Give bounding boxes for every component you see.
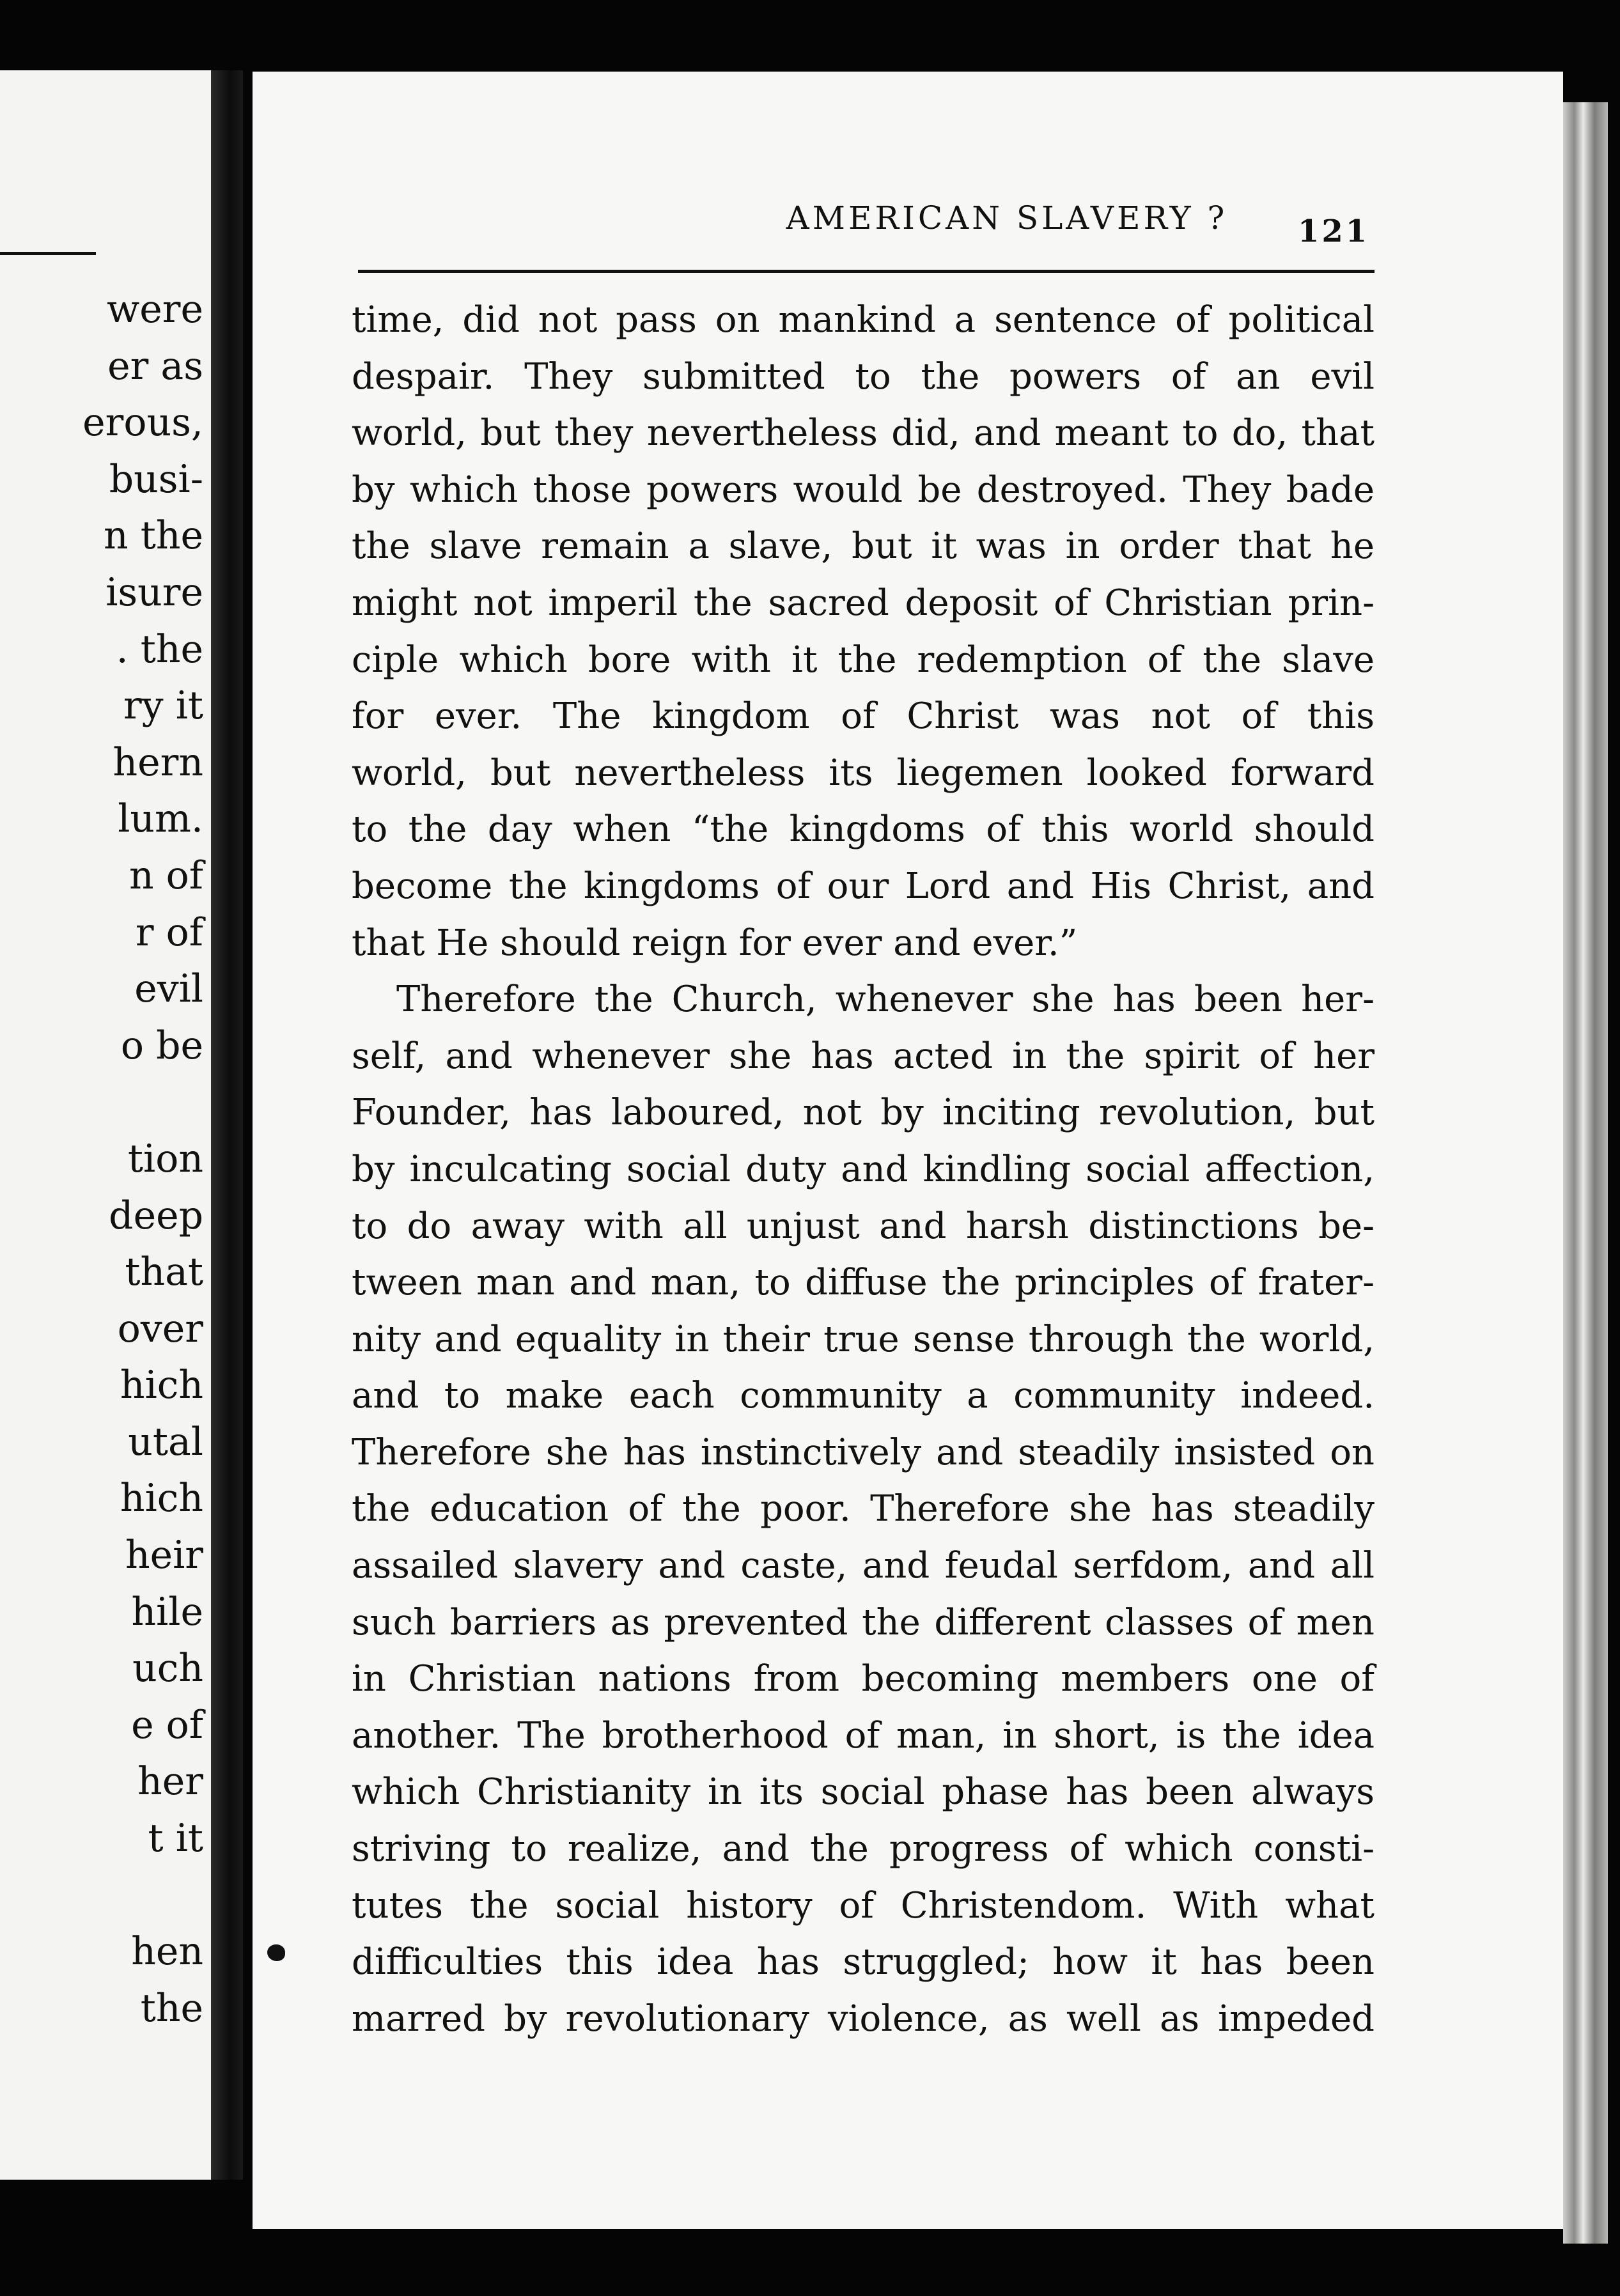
facing-line: n the — [104, 513, 203, 559]
text-line: and to make each community a community indeed. — [352, 1375, 1375, 1417]
text-line: by which those powers would be destroyed. They bade — [352, 469, 1375, 511]
text-line: world, but they nevertheless did, and meant to do, that — [352, 412, 1375, 454]
facing-line: er as — [107, 343, 203, 389]
page-edge-stack — [1563, 102, 1608, 2244]
facing-line: e of — [131, 1702, 203, 1748]
facing-line: isure — [105, 570, 203, 615]
text-line: another. The brotherhood of man, in short, is the idea — [352, 1714, 1375, 1757]
facing-line — [82, 1867, 203, 1924]
margin-ink-spot — [267, 1944, 285, 1961]
facing-line: r of — [135, 910, 203, 955]
text-line: despair. They submitted to the powers of an evil — [352, 355, 1375, 398]
text-line: difficulties this idea has struggled; how it has been — [352, 1941, 1375, 1983]
facing-line: hern — [113, 740, 203, 785]
text-line: self, and whenever she has acted in the spirit of her — [352, 1035, 1375, 1077]
facing-line: ry it — [123, 683, 203, 729]
text-line: to the day when “the kingdoms of this world should — [352, 809, 1375, 851]
facing-line: utal — [128, 1419, 203, 1464]
text-line: Founder, has laboured, not by inciting revolution, but — [352, 1092, 1375, 1134]
facing-line: o be — [120, 1023, 203, 1068]
text-line: by inculcating social duty and kindling social affection, — [352, 1148, 1375, 1190]
text-line: Therefore she has instinctively and steadily insisted on — [352, 1431, 1375, 1473]
running-head: AMERICAN SLAVERY ? — [786, 199, 1228, 237]
header-rule — [358, 270, 1375, 273]
facing-page-text — [82, 281, 203, 2036]
text-line: which Christianity in its social phase has been always — [352, 1771, 1375, 1813]
facing-line: t it — [148, 1816, 203, 1861]
text-line: marred by revolutionary violence, as well as impeded — [352, 1997, 1375, 2040]
text-line: might not imperil the sacred deposit of Christian prin- — [352, 582, 1375, 624]
facing-line: hile — [131, 1589, 203, 1634]
facing-line: evil — [134, 966, 203, 1012]
text-line: ciple which bore with it the redemption of the slave — [352, 639, 1375, 681]
text-line: the education of the poor. Therefore she has steadily — [352, 1488, 1375, 1530]
book-gutter — [211, 70, 243, 2180]
page-121 — [253, 72, 1563, 2229]
facing-line: deep — [109, 1193, 203, 1238]
text-line: Therefore the Church, whenever she has been her- — [396, 979, 1375, 1021]
text-line: nity and equality in their true sense through the world, — [352, 1318, 1375, 1360]
facing-line: erous, — [82, 400, 203, 446]
facing-line: hich — [120, 1363, 203, 1408]
text-line: the slave remain a slave, but it was in order that he — [352, 525, 1375, 568]
text-line: that He should reign for ever and ever.” — [352, 922, 1078, 964]
page-number: 121 — [1298, 213, 1370, 249]
facing-line: her — [137, 1759, 203, 1804]
text-line: time, did not pass on mankind a sentence of political — [352, 299, 1375, 341]
facing-line: hich — [120, 1476, 203, 1521]
facing-line: tion — [127, 1136, 203, 1181]
text-line: in Christian nations from becoming members one of — [352, 1658, 1375, 1700]
facing-line: the — [140, 1985, 203, 2031]
text-line: world, but nevertheless its liegemen looked forward — [352, 752, 1375, 794]
facing-page-left — [0, 70, 211, 2180]
text-line: tutes the social history of Christendom. With what — [352, 1884, 1375, 1927]
text-line: to do away with all unjust and harsh distinctions be- — [352, 1205, 1375, 1247]
facing-line — [82, 1074, 203, 1131]
body-text — [352, 292, 1375, 2047]
text-line: become the kingdoms of our Lord and His Christ, and — [352, 865, 1375, 907]
facing-line: n of — [129, 853, 203, 898]
facing-page-header-rule — [0, 252, 96, 255]
facing-line: uch — [132, 1646, 203, 1691]
text-line: striving to realize, and the progress of which consti- — [352, 1828, 1375, 1870]
facing-line: lum. — [118, 796, 203, 842]
facing-line: heir — [125, 1533, 203, 1578]
facing-line: that — [125, 1250, 203, 1295]
facing-line: . the — [116, 626, 203, 672]
facing-line: over — [117, 1306, 203, 1351]
facing-line: hen — [131, 1929, 203, 1974]
text-line: tween man and man, to diffuse the principles of frater- — [352, 1262, 1375, 1304]
text-line: such barriers as prevented the different classes of men — [352, 1601, 1375, 1643]
facing-line: busi- — [109, 456, 203, 502]
facing-line: were — [106, 287, 203, 332]
text-line: assailed slavery and caste, and feudal serfdom, and all — [352, 1545, 1375, 1587]
text-line: for ever. The kingdom of Christ was not of this — [352, 695, 1375, 738]
